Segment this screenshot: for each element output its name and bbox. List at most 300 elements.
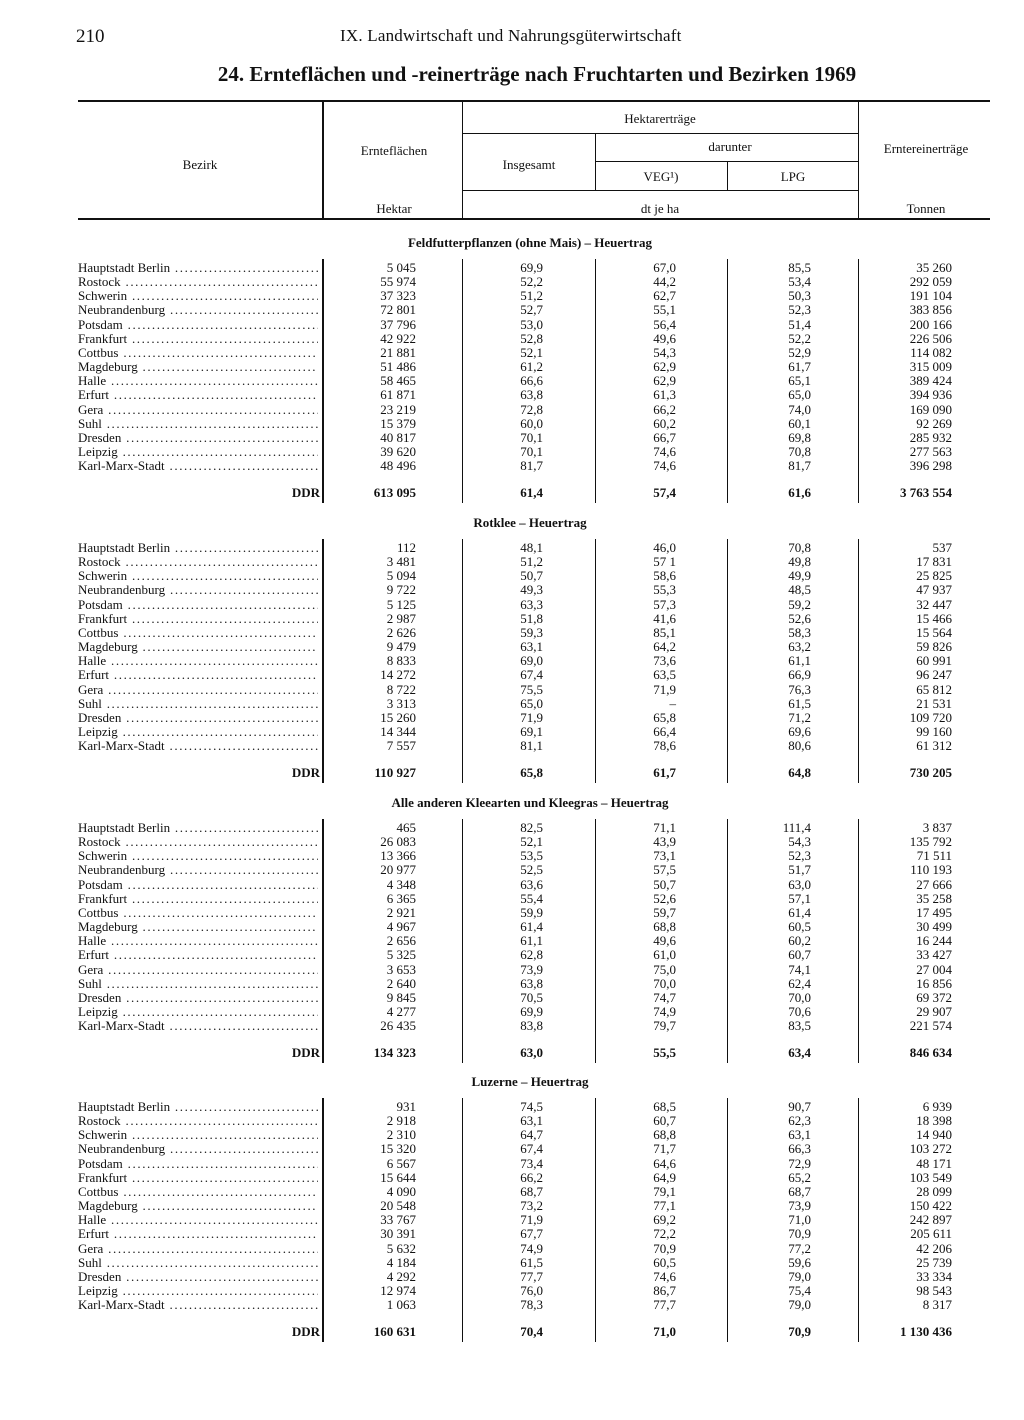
ernteflaeche-cell: 2 640 [386,975,416,991]
lpg-cell: 70,9 [788,1226,811,1242]
insgesamt-cell: 69,9 [520,260,543,275]
erntereinertrag-cell: 537 [932,540,952,555]
insgesamt-cell: 70,1 [520,429,543,445]
ernteflaeche-cell: 20 548 [380,1198,416,1214]
total-row [0,765,1024,781]
ernteflaeche-cell: 51 486 [380,359,416,375]
column-divider [858,1098,859,1342]
insgesamt-cell: 63,8 [520,387,543,403]
erntereinertrag-cell: 48 171 [916,1155,952,1171]
veg-cell: 62,9 [653,359,676,375]
total-erntereinertrag-cell: 846 634 [909,1045,952,1061]
bezirk-cell: Dresden ..... [78,711,318,725]
bezirk-cell: Dresden ..... [78,1270,318,1284]
veg-cell: 85,1 [653,624,676,640]
table-row [0,459,1024,473]
lpg-cell: 58,3 [788,624,811,640]
insgesamt-cell: 59,3 [520,624,543,640]
lpg-cell: 66,9 [788,667,811,683]
erntereinertrag-cell: 21 531 [916,695,952,711]
erntereinertrag-cell: 396 298 [909,458,952,474]
ernteflaeche-cell: 2 918 [386,1113,416,1129]
bezirk-cell: Cottbus ..... [78,346,318,360]
table-row [0,1298,1024,1312]
table-row [0,626,1024,640]
lpg-cell: 70,0 [788,989,811,1005]
table-row [0,388,1024,402]
insgesamt-cell: 63,3 [520,596,543,612]
page-number: 210 [76,26,105,47]
lpg-cell: 111,4 [782,820,811,835]
erntereinertrag-cell: 71 511 [916,848,952,864]
header-divider [595,134,596,191]
veg-cell: 60,7 [653,1113,676,1129]
total-insgesamt-cell: 70,4 [520,1324,543,1340]
table-row [0,739,1024,753]
veg-cell: 66,7 [653,429,676,445]
lpg-cell: 59,2 [788,596,811,612]
header-unit-dt: dt je ha [640,201,680,216]
bezirk-cell: Suhl ..... [78,417,318,431]
insgesamt-cell: 65,0 [520,695,543,711]
table-row [0,1019,1024,1033]
table-row [0,583,1024,597]
lpg-cell: 62,3 [788,1113,811,1129]
table-row [0,445,1024,459]
erntereinertrag-cell: 205 611 [910,1226,952,1242]
bezirk-cell: Frankfurt ..... [78,892,318,906]
erntereinertrag-cell: 59 826 [916,639,952,655]
table-row [0,849,1024,863]
column-divider [727,539,728,783]
veg-cell: 77,7 [653,1297,676,1313]
table-row [0,303,1024,317]
lpg-cell: 69,8 [788,429,811,445]
veg-cell: 57,3 [653,596,676,612]
erntereinertrag-cell: 277 563 [909,443,952,459]
insgesamt-cell: 77,7 [520,1268,543,1284]
total-lpg-cell: 64,8 [788,765,811,781]
insgesamt-cell: 83,8 [520,1018,543,1034]
lpg-cell: 62,4 [788,975,811,991]
table-row [0,598,1024,612]
lpg-cell: 51,7 [788,862,811,878]
total-label: DDR [291,485,320,501]
veg-cell: 71,7 [653,1141,676,1157]
ernteflaeche-cell: 1 063 [386,1297,416,1313]
insgesamt-cell: 55,4 [520,890,543,906]
erntereinertrag-cell: 96 247 [916,667,952,683]
lpg-cell: 60,2 [788,933,811,949]
lpg-cell: 81,7 [788,458,811,474]
ernteflaeche-cell: 5 325 [386,947,416,963]
header-unit-hektar: Hektar [376,201,412,216]
erntereinertrag-cell: 17 495 [916,904,952,920]
bezirk-cell: Cottbus ..... [78,906,318,920]
table-row [0,403,1024,417]
bezirk-cell: Schwerin ..... [78,289,318,303]
bezirk-cell: Gera ..... [78,683,318,697]
insgesamt-cell: 63,1 [520,639,543,655]
ernteflaeche-cell: 3 653 [386,961,416,977]
erntereinertrag-cell: 32 447 [916,596,952,612]
insgesamt-cell: 51,2 [520,554,543,570]
table-row [0,1256,1024,1270]
column-divider [322,259,324,503]
lpg-cell: 69,6 [788,723,811,739]
lpg-cell: 52,6 [788,610,811,626]
bezirk-cell: Leipzig ..... [78,1005,318,1019]
insgesamt-cell: 49,3 [520,582,543,598]
table-row [0,948,1024,962]
bezirk-cell: Gera ..... [78,403,318,417]
lpg-cell: 70,8 [788,540,811,555]
column-divider [595,539,596,783]
header-lpg: LPG [780,169,806,184]
lpg-cell: 65,2 [788,1169,811,1185]
table-row [0,821,1024,835]
table-row [0,431,1024,445]
insgesamt-cell: 70,5 [520,989,543,1005]
veg-cell: 75,0 [653,961,676,977]
table-row [0,346,1024,360]
insgesamt-cell: 50,7 [520,568,543,584]
header-divider [858,102,859,218]
column-divider [462,539,463,783]
insgesamt-cell: 75,5 [520,681,543,697]
ernteflaeche-cell: 26 435 [380,1018,416,1034]
lpg-cell: 53,4 [788,274,811,290]
bezirk-cell: Rostock ..... [78,835,318,849]
section-title: Rotklee – Heuertrag [473,515,587,530]
insgesamt-cell: 74,9 [520,1240,543,1256]
insgesamt-cell: 70,1 [520,443,543,459]
veg-cell: 71,1 [653,820,676,835]
veg-cell: 57 1 [653,554,676,570]
ernteflaeche-cell: 9 722 [386,582,416,598]
column-divider [322,819,324,1063]
bezirk-cell: Halle ..... [78,1213,318,1227]
bezirk-cell: Halle ..... [78,654,318,668]
veg-cell: 61,3 [653,387,676,403]
column-divider [727,259,728,503]
erntereinertrag-cell: 33 427 [916,947,952,963]
veg-cell: 68,8 [653,919,676,935]
table-row [0,318,1024,332]
insgesamt-cell: 71,9 [520,709,543,725]
total-veg-cell: 57,4 [653,485,676,501]
insgesamt-cell: 61,1 [520,933,543,949]
ernteflaeche-cell: 23 219 [380,401,416,417]
ernteflaeche-cell: 14 344 [380,723,416,739]
erntereinertrag-cell: 383 856 [909,302,952,318]
insgesamt-cell: 52,1 [520,344,543,360]
table-title: 24. Ernteflächen und -reinerträge nach Fruchtarten und Bezirken 1969 [217,62,857,86]
ernteflaeche-cell: 9 479 [386,639,416,655]
lpg-cell: 52,9 [788,344,811,360]
bezirk-cell: Schwerin ..... [78,569,318,583]
table-row [0,654,1024,668]
erntereinertrag-cell: 69 372 [916,989,952,1005]
erntereinertrag-cell: 150 422 [909,1198,952,1214]
veg-cell: 65,8 [653,709,676,725]
header-rule [595,161,858,162]
bezirk-cell: Magdeburg ..... [78,360,318,374]
header-darunter: darunter [708,139,752,154]
header-rule [462,190,858,191]
erntereinertrag-cell: 394 936 [909,387,952,403]
ernteflaeche-cell: 58 465 [380,373,416,389]
column-divider [462,259,463,503]
insgesamt-cell: 66,6 [520,373,543,389]
ernteflaeche-cell: 40 817 [380,429,416,445]
erntereinertrag-cell: 65 812 [916,681,952,697]
insgesamt-cell: 61,5 [520,1254,543,1270]
table-row [0,360,1024,374]
ernteflaeche-cell: 7 557 [386,738,416,754]
insgesamt-cell: 81,1 [520,738,543,754]
header-divider [322,102,324,218]
veg-cell: 71,9 [653,681,676,697]
bezirk-cell: Hauptstadt Berlin ..... [78,821,318,835]
erntereinertrag-cell: 6 939 [922,1099,952,1114]
bezirk-cell: Gera ..... [78,963,318,977]
erntereinertrag-cell: 292 059 [909,274,952,290]
ernteflaeche-cell: 48 496 [380,458,416,474]
ernteflaeche-cell: 5 632 [386,1240,416,1256]
insgesamt-cell: 69,9 [520,1003,543,1019]
table-row [0,275,1024,289]
lpg-cell: 65,1 [788,373,811,389]
erntereinertrag-cell: 221 574 [909,1018,952,1034]
lpg-cell: 52,2 [788,330,811,346]
veg-cell: 69,2 [653,1212,676,1228]
bezirk-cell: Karl-Marx-Stadt ..... [78,459,318,473]
ernteflaeche-cell: 931 [396,1099,416,1114]
insgesamt-cell: 67,7 [520,1226,543,1242]
table-row [0,1171,1024,1185]
column-divider [595,1098,596,1342]
running-head: IX. Landwirtschaft und Nahrungsgüterwirtschaft [340,26,682,45]
column-divider [858,539,859,783]
erntereinertrag-cell: 60 991 [916,653,952,669]
lpg-cell: 52,3 [788,848,811,864]
ernteflaeche-cell: 20 977 [380,862,416,878]
header-erntereinertraege: Erntereinerträge [883,141,969,156]
veg-cell: 79,1 [653,1183,676,1199]
insgesamt-cell: 52,1 [520,834,543,850]
insgesamt-cell: 69,0 [520,653,543,669]
lpg-cell: 51,4 [788,316,811,332]
insgesamt-cell: 52,7 [520,302,543,318]
ernteflaeche-cell: 2 626 [386,624,416,640]
bezirk-cell: Neubrandenburg ..... [78,583,318,597]
lpg-cell: 49,8 [788,554,811,570]
erntereinertrag-cell: 15 466 [916,610,952,626]
column-divider [462,819,463,1063]
table-row [0,977,1024,991]
erntereinertrag-cell: 285 932 [909,429,952,445]
lpg-cell: 72,9 [788,1155,811,1171]
ernteflaeche-cell: 15 379 [380,415,416,431]
erntereinertrag-cell: 29 907 [916,1003,952,1019]
ernteflaeche-cell: 5 094 [386,568,416,584]
table-row [0,1157,1024,1171]
erntereinertrag-cell: 200 166 [909,316,952,332]
veg-cell: 44,2 [653,274,676,290]
bezirk-cell: Neubrandenburg ..... [78,303,318,317]
bezirk-cell: Potsdam ..... [78,598,318,612]
veg-cell: 72,2 [653,1226,676,1242]
insgesamt-cell: 62,8 [520,947,543,963]
bezirk-cell: Dresden ..... [78,991,318,1005]
total-erntereinertrag-cell: 1 130 436 [900,1324,952,1340]
total-erntereinertrag-cell: 730 205 [909,765,952,781]
table-row [0,1227,1024,1241]
table-row [0,640,1024,654]
table-row [0,374,1024,388]
bezirk-cell: Rostock ..... [78,1114,318,1128]
lpg-cell: 60,5 [788,919,811,935]
total-ernteflaeche-cell: 160 631 [373,1324,416,1340]
lpg-cell: 68,7 [788,1183,811,1199]
veg-cell: 74,6 [653,458,676,474]
veg-cell: 41,6 [653,610,676,626]
erntereinertrag-cell: 30 499 [916,919,952,935]
ernteflaeche-cell: 39 620 [380,443,416,459]
lpg-cell: 59,6 [788,1254,811,1270]
ernteflaeche-cell: 5 125 [386,596,416,612]
total-label: DDR [291,765,320,781]
erntereinertrag-cell: 3 837 [922,820,952,835]
table-row [0,711,1024,725]
header-bottom-rule [78,218,990,220]
column-divider [322,539,324,783]
insgesamt-cell: 51,2 [520,288,543,304]
insgesamt-cell: 69,1 [520,723,543,739]
lpg-cell: 54,3 [788,834,811,850]
insgesamt-cell: 74,5 [520,1099,543,1114]
ernteflaeche-cell: 9 845 [386,989,416,1005]
veg-cell: 63,5 [653,667,676,683]
veg-cell: 64,6 [653,1155,676,1171]
table-row [0,1100,1024,1114]
insgesamt-cell: 73,2 [520,1198,543,1214]
header-veg: VEG¹) [643,169,679,184]
veg-cell: 61,0 [653,947,676,963]
lpg-cell: 61,4 [788,904,811,920]
header-divider [462,102,463,218]
insgesamt-cell: 66,2 [520,1169,543,1185]
ernteflaeche-cell: 15 260 [380,709,416,725]
lpg-cell: 79,0 [788,1297,811,1313]
column-divider [858,259,859,503]
bezirk-cell: Potsdam ..... [78,1157,318,1171]
column-divider [462,1098,463,1342]
lpg-cell: 60,1 [788,415,811,431]
erntereinertrag-cell: 109 720 [909,709,952,725]
table-row [0,991,1024,1005]
lpg-cell: 74,0 [788,401,811,417]
total-ernteflaeche-cell: 134 323 [373,1045,416,1061]
bezirk-cell: Suhl ..... [78,1256,318,1270]
bezirk-cell: Leipzig ..... [78,725,318,739]
total-insgesamt-cell: 61,4 [520,485,543,501]
header-unit-tonnen: Tonnen [906,201,946,216]
table-row [0,920,1024,934]
ernteflaeche-cell: 30 391 [380,1226,416,1242]
total-erntereinertrag-cell: 3 763 554 [900,485,952,501]
veg-cell: 59,7 [653,904,676,920]
insgesamt-cell: 64,7 [520,1127,543,1143]
table-row [0,1142,1024,1156]
lpg-cell: 79,0 [788,1268,811,1284]
veg-cell: 68,8 [653,1127,676,1143]
bezirk-cell: Halle ..... [78,374,318,388]
insgesamt-cell: 71,9 [520,1212,543,1228]
erntereinertrag-cell: 35 258 [916,890,952,906]
lpg-cell: 77,2 [788,1240,811,1256]
erntereinertrag-cell: 61 312 [916,738,952,754]
veg-cell: 86,7 [653,1282,676,1298]
bezirk-cell: Leipzig ..... [78,1284,318,1298]
lpg-cell: 48,5 [788,582,811,598]
veg-cell: 70,0 [653,975,676,991]
bezirk-cell: Leipzig ..... [78,445,318,459]
lpg-cell: 63,1 [788,1127,811,1143]
bezirk-cell: Cottbus ..... [78,1185,318,1199]
table-row [0,1242,1024,1256]
insgesamt-cell: 67,4 [520,1141,543,1157]
veg-cell: 67,0 [653,260,676,275]
ernteflaeche-cell: 37 796 [380,316,416,332]
veg-cell: 74,6 [653,443,676,459]
total-row [0,1045,1024,1061]
erntereinertrag-cell: 14 940 [916,1127,952,1143]
erntereinertrag-cell: 389 424 [909,373,952,389]
veg-cell: – [669,695,676,711]
bezirk-cell: Suhl ..... [78,697,318,711]
ernteflaeche-cell: 15 320 [380,1141,416,1157]
table-row [0,906,1024,920]
veg-cell: 49,6 [653,933,676,949]
total-label: DDR [291,1324,320,1340]
ernteflaeche-cell: 26 083 [380,834,416,850]
table-row [0,892,1024,906]
ernteflaeche-cell: 2 987 [386,610,416,626]
total-label: DDR [291,1045,320,1061]
table-row [0,1185,1024,1199]
insgesamt-cell: 60,0 [520,415,543,431]
veg-cell: 50,7 [653,876,676,892]
veg-cell: 60,5 [653,1254,676,1270]
ernteflaeche-cell: 4 184 [386,1254,416,1270]
ernteflaeche-cell: 5 045 [386,260,416,275]
bezirk-cell: Frankfurt ..... [78,332,318,346]
section-title: Alle anderen Kleearten und Kleegras – Heuertrag [391,795,669,810]
veg-cell: 55,3 [653,582,676,598]
veg-cell: 60,2 [653,415,676,431]
ernteflaeche-cell: 61 871 [380,387,416,403]
erntereinertrag-cell: 25 825 [916,568,952,584]
insgesamt-cell: 52,8 [520,330,543,346]
ernteflaeche-cell: 3 313 [386,695,416,711]
insgesamt-cell: 63,8 [520,975,543,991]
total-lpg-cell: 61,6 [788,485,811,501]
erntereinertrag-cell: 17 831 [916,554,952,570]
ernteflaeche-cell: 14 272 [380,667,416,683]
bezirk-cell: Neubrandenburg ..... [78,1142,318,1156]
